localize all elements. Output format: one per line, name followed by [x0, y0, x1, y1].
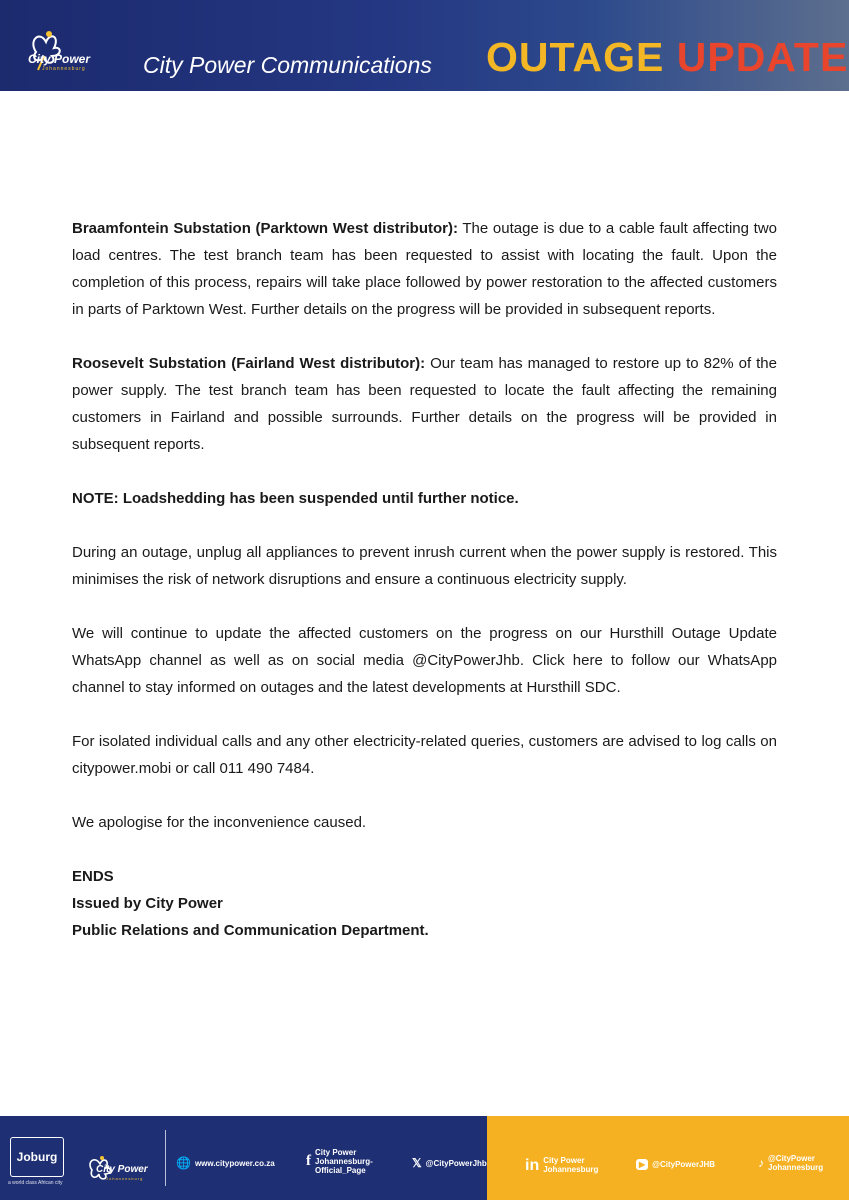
- globe-icon: 🌐: [176, 1156, 191, 1170]
- department: Public Relations and Communication Department.: [72, 922, 429, 939]
- note-text: NOTE: Loadshedding has been suspended until further notice.: [72, 490, 519, 507]
- header-logo-name: City Power: [28, 52, 91, 66]
- youtube-icon: ▶: [636, 1159, 648, 1170]
- header-title: City Power Communications: [143, 52, 432, 78]
- paragraph-queries: For isolated individual calls and any other electricity-related queries, customers are advised to log calls on citypower.mobi or call 011 490 7484.: [72, 733, 777, 777]
- loadshedding-note: [72, 485, 777, 512]
- footer-x-link[interactable]: [412, 1156, 487, 1170]
- website-text: www.citypower.co.za: [194, 1159, 275, 1168]
- footer-divider: [165, 1130, 166, 1186]
- roosevelt-heading: Roosevelt Substation (Fairland West distributor):: [72, 355, 426, 372]
- roosevelt-text: Our team has managed to restore up to 82% of the power supply. The test branch team has been requested to locate the fault affecting the remaining customers in Fairland and possible surrounds. Further details on the progress will be provided in subsequent reports.: [72, 355, 777, 453]
- braamfontein-heading: Braamfontein Substation (Parktown West distributor):: [72, 220, 458, 237]
- outage-word: OUTAGE: [486, 34, 665, 80]
- facebook-text: City Power Johannesburg-Official_Page: [315, 1148, 373, 1175]
- linkedin-icon: in: [525, 1156, 540, 1174]
- footer-tiktok-link[interactable]: [758, 1154, 842, 1172]
- joburg-tagline: a world class African city: [8, 1180, 63, 1186]
- linkedin-text: City Power Johannesburg: [543, 1156, 599, 1174]
- footer-logo-sub: Johannesburg: [106, 1176, 144, 1181]
- youtube-text: @CityPowerJHB: [652, 1160, 716, 1169]
- paragraph-roosevelt: [72, 350, 777, 458]
- ends-line: ENDS: [72, 868, 114, 885]
- footer-bar: [0, 1116, 849, 1200]
- statement-body: [72, 215, 777, 944]
- footer-youtube-link[interactable]: [636, 1159, 715, 1170]
- footer-linkedin-link[interactable]: [525, 1156, 615, 1174]
- footer-logo-name: City Power: [96, 1164, 148, 1175]
- paragraph-apology: We apologise for the inconvenience caused.: [72, 814, 367, 831]
- x-text: @CityPowerJhb: [425, 1159, 487, 1168]
- tiktok-icon: ♪: [758, 1155, 764, 1170]
- issued-by: Issued by City Power: [72, 895, 223, 912]
- x-logo-icon: 𝕏: [412, 1156, 422, 1170]
- header-logo-sub: Johannesburg: [42, 66, 86, 72]
- outage-update-title: [486, 34, 848, 81]
- paragraph-unplug-advice: During an outage, unplug all appliances to prevent inrush current when the power supply is restored. This minimises the risk of network disruptions and ensure a continuous electricity supply.: [72, 544, 777, 588]
- tiktok-text: @CityPower Johannesburg: [768, 1154, 824, 1172]
- paragraph-updates: We will continue to update the affected customers on the progress on our Hursthill Outage Update WhatsApp channel as well as on social media @CityPowerJhb. Click here to follow our WhatsApp channel to stay informed on outages and the latest developments at Hursthill SDC.: [72, 625, 777, 696]
- braamfontein-text: The outage is due to a cable fault affecting two load centres. The test branch team has been requested to assist with locating the fault. Upon the completion of this process, repairs will take place followed by power restoration to the affected customers in parts of Parktown West. Further details on the progress will be provided in subsequent reports.: [72, 220, 778, 318]
- paragraph-braamfontein: [72, 215, 777, 323]
- facebook-icon: f: [306, 1153, 311, 1169]
- footer-website-link[interactable]: [176, 1156, 275, 1170]
- joburg-logo: Joburg: [10, 1137, 64, 1177]
- footer-facebook-link[interactable]: [306, 1148, 394, 1175]
- update-word: UPDATE: [676, 34, 849, 80]
- header-banner: [0, 0, 849, 91]
